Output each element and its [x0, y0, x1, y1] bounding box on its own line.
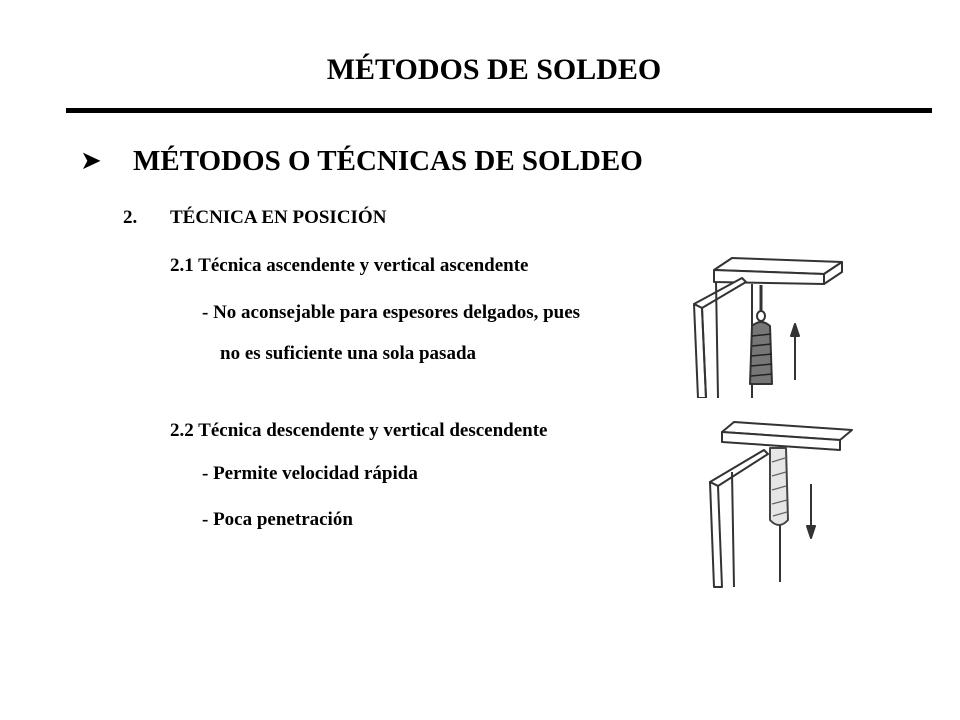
point-ascending-1: - No aconsejable para espesores delgados, pues: [202, 302, 581, 323]
point-descending-2: - Poca penetración: [202, 509, 353, 530]
item-title: TÉCNICA EN POSICIÓN: [170, 207, 387, 228]
point-descending-1: - Permite velocidad rápida: [202, 463, 418, 484]
page-title: MÉTODOS DE SOLDEO: [326, 53, 662, 86]
vertical-up-weld-illustration: [672, 248, 862, 398]
vertical-down-weld-illustration: [688, 412, 864, 592]
subsection-title-ascending: 2.1 Técnica ascendente y vertical ascendente: [170, 255, 529, 276]
point-ascending-2: no es suficiente una sola pasada: [220, 343, 477, 364]
arrow-bullet-icon: ➤: [80, 146, 102, 175]
title-divider: [66, 108, 932, 113]
subsection-title-descending: 2.2 Técnica descendente y vertical descendente: [170, 420, 548, 441]
item-number: 2.: [123, 207, 138, 228]
section-heading: MÉTODOS O TÉCNICAS DE SOLDEO: [133, 145, 643, 177]
